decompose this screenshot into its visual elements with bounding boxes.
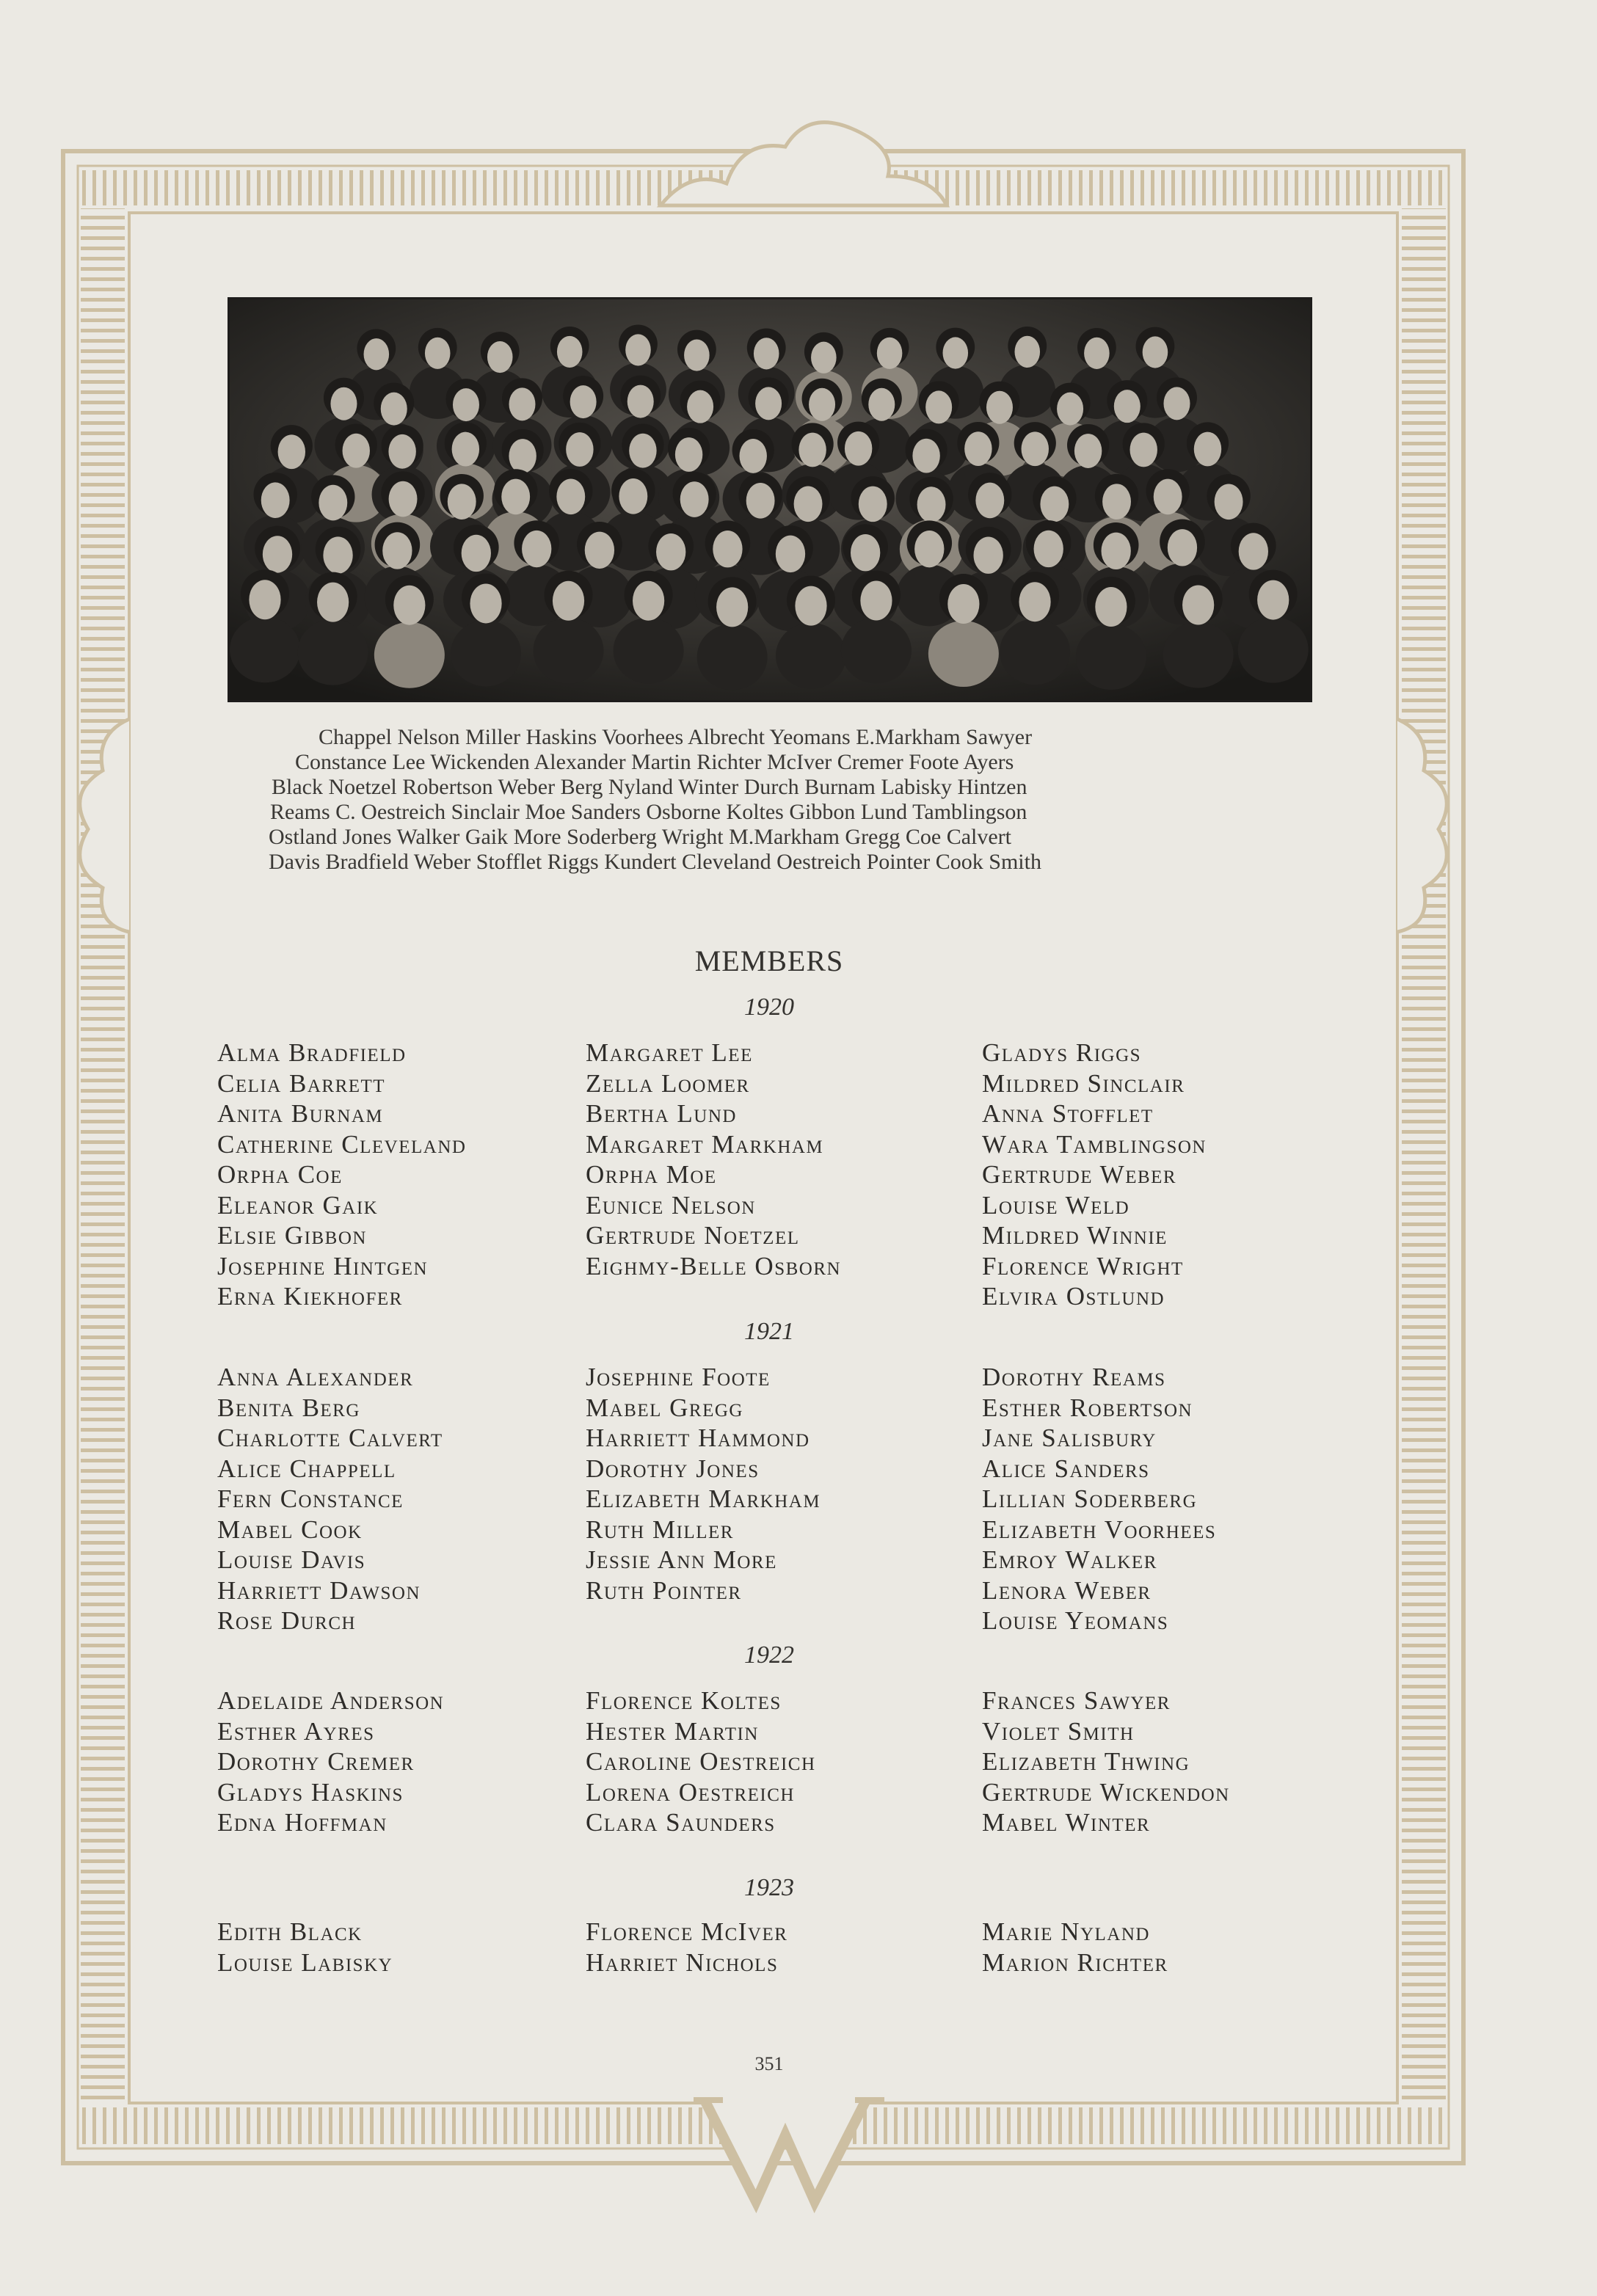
member-name: Esther Robertson xyxy=(982,1393,1193,1422)
member-name: Elizabeth Thwing xyxy=(982,1747,1190,1776)
member-name: Alice Sanders xyxy=(982,1454,1150,1483)
member-name: Edith Black xyxy=(217,1917,363,1946)
member-column xyxy=(982,1362,1216,1636)
member-name: Harriet Nichols xyxy=(586,1947,779,1977)
member-name: Caroline Oestreich xyxy=(586,1747,816,1776)
member-name: Orpha Coe xyxy=(217,1160,343,1189)
member-name: Louise Davis xyxy=(217,1545,366,1574)
member-column xyxy=(217,1362,443,1636)
member-column xyxy=(217,1917,393,1978)
class-year-1921: 1921 xyxy=(744,1318,794,1345)
member-name: Benita Berg xyxy=(217,1393,360,1422)
caption-line: Black Noetzel Robertson Weber Berg Nyland Winter Durch Burnam Labisky Hintzen xyxy=(272,775,1027,799)
caption-line: Davis Bradfield Weber Stofflet Riggs Kundert Cleveland Oestreich Pointer Cook Smith xyxy=(269,850,1041,874)
member-name: Dorothy Reams xyxy=(982,1363,1166,1391)
class-year-1922: 1922 xyxy=(744,1641,794,1669)
member-name: Elvira Ostlund xyxy=(982,1282,1165,1311)
member-name: Emroy Walker xyxy=(982,1545,1157,1574)
member-column xyxy=(586,1362,821,1606)
w-monogram-icon xyxy=(694,2100,884,2201)
caption-line: Constance Lee Wickenden Alexander Martin Richter McIver Cremer Foote Ayers xyxy=(295,750,1014,774)
member-name: Gertrude Weber xyxy=(982,1160,1177,1189)
class-year-1920: 1920 xyxy=(744,994,794,1021)
member-column xyxy=(217,1685,444,1838)
member-name: Celia Barrett xyxy=(217,1068,386,1098)
member-name: Fern Constance xyxy=(217,1484,404,1513)
member-name: Gertrude Noetzel xyxy=(586,1221,800,1250)
member-name: Eleanor Gaik xyxy=(217,1190,379,1220)
member-name: Wara Tamblingson xyxy=(982,1129,1207,1159)
page-number: 351 xyxy=(754,2053,784,2074)
member-name: Mildred Sinclair xyxy=(982,1068,1185,1098)
member-name: Eighmy-Belle Osborn xyxy=(586,1251,842,1280)
member-name: Esther Ayres xyxy=(217,1716,375,1746)
member-name: Mabel Winter xyxy=(982,1808,1151,1837)
member-name: Mabel Gregg xyxy=(586,1393,743,1422)
member-name: Dorothy Jones xyxy=(586,1454,760,1483)
member-name: Edna Hoffman xyxy=(217,1808,388,1837)
member-name: Zella Loomer xyxy=(586,1068,750,1098)
member-name: Anna Stofflet xyxy=(982,1099,1154,1128)
member-name: Hester Martin xyxy=(586,1716,759,1746)
member-name: Margaret Markham xyxy=(586,1129,824,1159)
member-name: Alma Bradfield xyxy=(217,1038,407,1067)
caption-line: Reams C. Oestreich Sinclair Moe Sanders Osborne Koltes Gibbon Lund Tamblingson xyxy=(270,800,1027,824)
member-name: Mabel Cook xyxy=(217,1515,363,1544)
member-name: Violet Smith xyxy=(982,1716,1135,1746)
member-name: Florence Koltes xyxy=(586,1686,782,1715)
member-name: Jessie Ann More xyxy=(586,1545,777,1574)
caption-line: Ostland Jones Walker Gaik More Soderberg Wright M.Markham Gregg Coe Calvert xyxy=(269,825,1012,849)
member-name: Adelaide Anderson xyxy=(217,1686,445,1715)
member-name: Lenora Weber xyxy=(982,1575,1152,1605)
member-name: Bertha Lund xyxy=(586,1099,737,1128)
member-name: Frances Sawyer xyxy=(982,1686,1171,1715)
member-name: Florence McIver xyxy=(586,1917,788,1946)
group-photo xyxy=(228,297,1312,702)
member-name: Orpha Moe xyxy=(586,1160,717,1189)
member-name: Margaret Lee xyxy=(586,1038,753,1067)
member-name: Louise Labisky xyxy=(217,1947,393,1977)
member-name: Elizabeth Voorhees xyxy=(982,1515,1217,1544)
caption-line: Chappel Nelson Miller Haskins Voorhees Albrecht Yeomans E.Markham Sawyer xyxy=(319,725,1033,749)
member-column xyxy=(586,1685,816,1838)
member-name: Josephine Foote xyxy=(586,1363,771,1391)
member-name: Gladys Riggs xyxy=(982,1038,1142,1067)
member-column xyxy=(982,1038,1207,1312)
member-name: Lillian Soderberg xyxy=(982,1484,1198,1513)
member-column xyxy=(217,1038,466,1312)
member-name: Mildred Winnie xyxy=(982,1221,1168,1250)
member-name: Rose Durch xyxy=(217,1606,357,1635)
member-name: Alice Chappell xyxy=(217,1454,396,1483)
member-name: Catherine Cleveland xyxy=(217,1129,467,1159)
member-name: Harriett Hammond xyxy=(586,1424,810,1452)
member-name: Dorothy Cremer xyxy=(217,1747,415,1776)
member-name: Elsie Gibbon xyxy=(217,1221,367,1250)
member-name: Lorena Oestreich xyxy=(586,1777,795,1807)
member-name: Jane Salisbury xyxy=(982,1424,1157,1452)
member-name: Ruth Pointer xyxy=(586,1575,742,1605)
member-column xyxy=(982,1685,1230,1838)
member-name: Louise Weld xyxy=(982,1190,1130,1220)
member-name: Florence Wright xyxy=(982,1251,1184,1280)
member-name: Charlotte Calvert xyxy=(217,1424,443,1452)
group-photo-image xyxy=(230,299,1310,700)
member-name: Gladys Haskins xyxy=(217,1777,404,1807)
member-column xyxy=(982,1917,1168,1978)
member-name: Gertrude Wickendon xyxy=(982,1777,1230,1807)
member-name: Anna Alexander xyxy=(217,1363,414,1391)
member-name: Eunice Nelson xyxy=(586,1190,756,1220)
member-column xyxy=(586,1038,841,1281)
photo-caption xyxy=(264,725,1292,875)
member-column xyxy=(586,1917,787,1978)
member-name: Elizabeth Markham xyxy=(586,1484,821,1513)
class-year-1923: 1923 xyxy=(744,1874,794,1901)
member-name: Anita Burnam xyxy=(217,1099,384,1128)
member-name: Marie Nyland xyxy=(982,1917,1150,1946)
members-heading: MEMBERS xyxy=(694,944,844,977)
member-name: Louise Yeomans xyxy=(982,1606,1169,1635)
member-name: Josephine Hintgen xyxy=(217,1251,429,1280)
member-name: Clara Saunders xyxy=(586,1808,776,1837)
member-name: Marion Richter xyxy=(982,1947,1168,1977)
member-name: Harriett Dawson xyxy=(217,1575,421,1605)
member-name: Ruth Miller xyxy=(586,1515,734,1544)
member-name: Erna Kiekhofer xyxy=(217,1282,403,1311)
